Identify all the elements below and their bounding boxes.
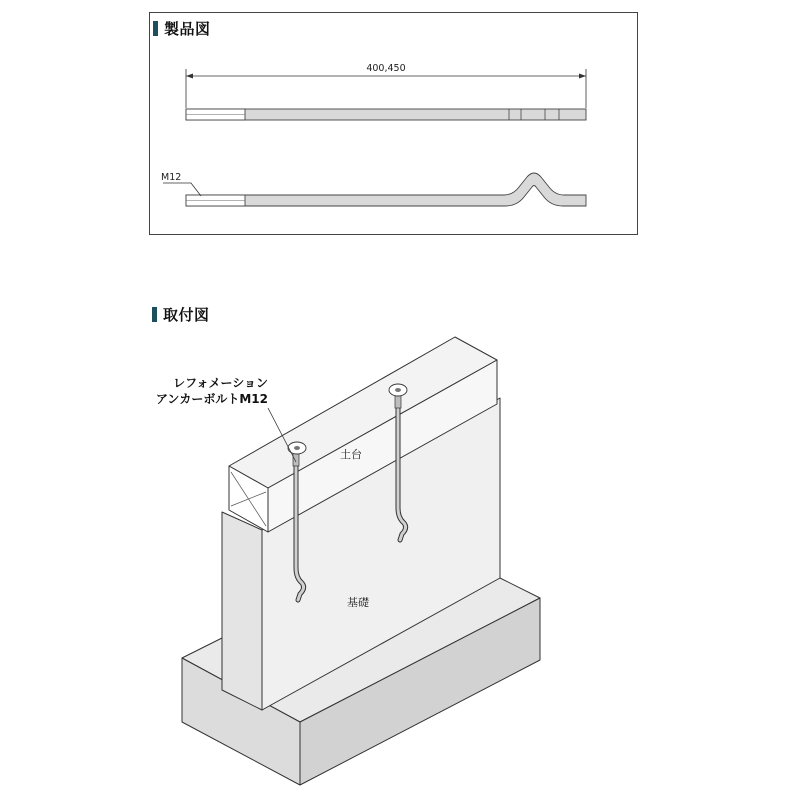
install-section-title: 取付図 [163, 306, 210, 324]
dimension-line [186, 69, 586, 108]
bent-bolt [186, 173, 586, 206]
product-section-title: 製品図 [164, 20, 211, 38]
callout-line-2: アンカーボルトM12 [155, 392, 268, 406]
sill-label: 土台 [340, 448, 362, 461]
product-drawing [149, 12, 638, 235]
thread-label: M12 [161, 172, 182, 183]
callout-line-1: レフォメーション [173, 376, 268, 390]
wall-end-face [222, 512, 262, 710]
installation-drawing [0, 300, 792, 800]
thread-leader [163, 183, 201, 196]
dimension-label: 400,450 [366, 63, 406, 74]
foundation-label: 基礎 [347, 596, 369, 609]
straight-bolt [186, 109, 586, 120]
